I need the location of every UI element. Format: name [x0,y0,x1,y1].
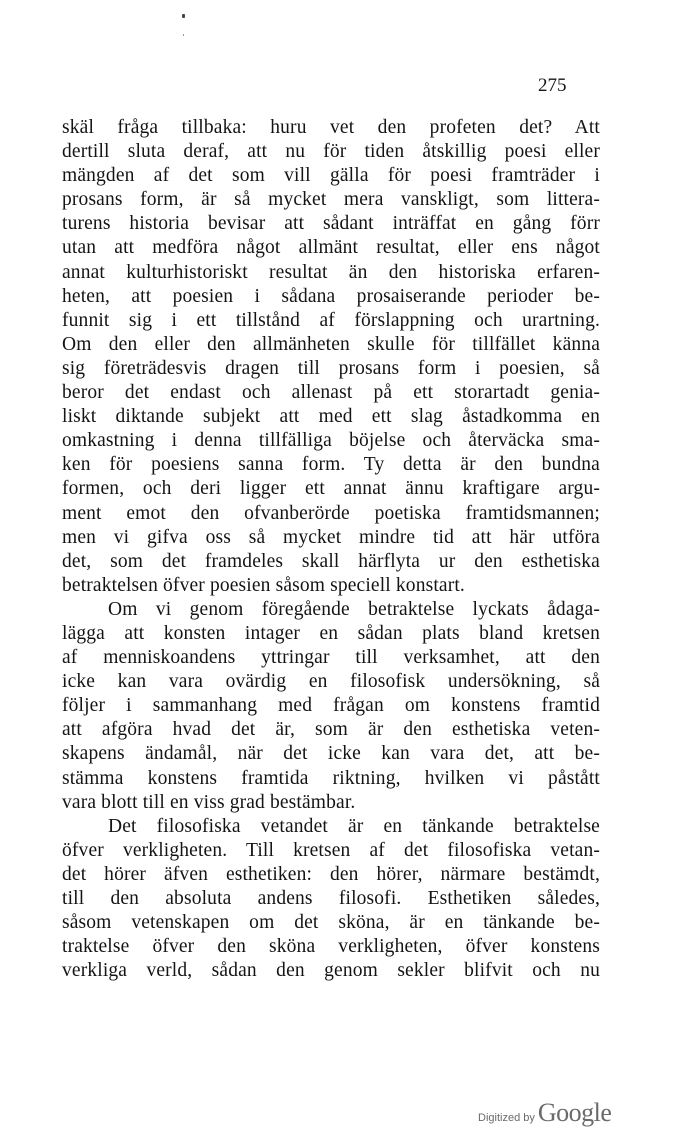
text-line: utan att medföra något allmänt resultat, eller ens något [62,237,600,259]
text-line: traktelse öfver den sköna verkligheten, öfver konstens [62,936,600,958]
text-line: till den absoluta andens filosofi. Esthetiken således, [62,888,600,909]
google-watermark [478,1098,611,1128]
text-line: dertill sluta deraf, att nu för tiden åtskillig poesi eller [62,141,600,163]
text-line: att afgöra hvad det är, som är den esthetiska veten- [62,719,600,741]
text-line: ken för poesiens sanna form. Ty detta är den bundna [62,454,600,476]
scan-speck [182,14,185,18]
watermark-prefix: Digitized by [478,1112,535,1124]
text-line: mängden af det som vill gälla för poesi framträder i [62,165,600,187]
text-line: öfver verkligheten. Till kretsen af det filosofiska vetan- [62,839,600,861]
text-line: lägga att konsten intager en sådan plats bland kretsen [62,622,600,644]
text-line: annat kulturhistoriskt resultat än den historiska erfaren- [62,261,600,283]
text-line: stämma konstens framtida riktning, hvilken vi påstått [62,767,600,789]
text-line: det, som det framdeles skall härflyta ur den esthetiska [62,550,600,572]
scan-speck [183,34,184,36]
text-line: af menniskoandens yttringar till verksamhet, att den [62,647,600,669]
google-logo: Google [537,1098,612,1127]
text-line: prosans form, är så mycket mera vanskligt, som littera- [62,189,600,211]
text-line: liskt diktande subjekt att med ett slag åstadkomma en [62,406,600,428]
text-line: Det filosofiska vetandet är en tänkande betraktelse [108,815,600,837]
text-line: verkliga verld, sådan den genom sekler blifvit och nu [62,960,600,982]
text-line: men vi gifva oss så mycket mindre tid att här utföra [62,526,600,548]
text-line: heten, att poesien i sådana prosaiserande perioder be- [62,285,600,307]
text-line: omkastning i denna tillfälliga böjelse och återväcka sma- [62,430,600,452]
paragraph [62,815,600,984]
page-number: 275 [538,75,567,96]
text-line: följer i sammanhang med frågan om konstens framtid [62,695,600,717]
text-line: Om den eller den allmänheten skulle för tillfället känna [62,333,600,355]
text-line: beror det endast och allenast på ett storartadt genia- [62,382,600,404]
text-line: såsom vetenskapen om det sköna, är en tänkande be- [62,912,600,934]
text-line: skapens ändamål, när det icke kan vara det, att be- [62,743,600,765]
text-line: turens historia bevisar att sådant inträffat en gång förr [62,213,600,235]
text-line: ment emot den ofvanberörde poetiska framtidsmannen; [62,502,600,524]
body-text [62,116,600,983]
text-line: icke kan vara ovärdig en filosofisk undersökning, så [62,671,600,693]
text-line: vara blott till en viss grad bestämbar. [62,791,356,813]
text-line: betraktelsen öfver poesien såsom speciell konstart. [62,574,465,596]
text-line: sig företrädesvis dragen till prosans form i poesien, så [62,357,600,379]
paragraph [62,598,600,815]
text-line: skäl fråga tillbaka: huru vet den profeten det? Att [62,117,600,138]
text-line: det hörer äfven esthetiken: den hörer, närmare bestämdt, [62,863,600,885]
paragraph [62,116,600,598]
text-line: funnit sig i ett tillstånd af förslappning och urartning. [62,309,600,331]
text-line: Om vi genom föregående betraktelse lyckats ådaga- [108,598,600,620]
text-line: formen, och deri ligger ett annat ännu kraftigare argu- [62,478,600,500]
